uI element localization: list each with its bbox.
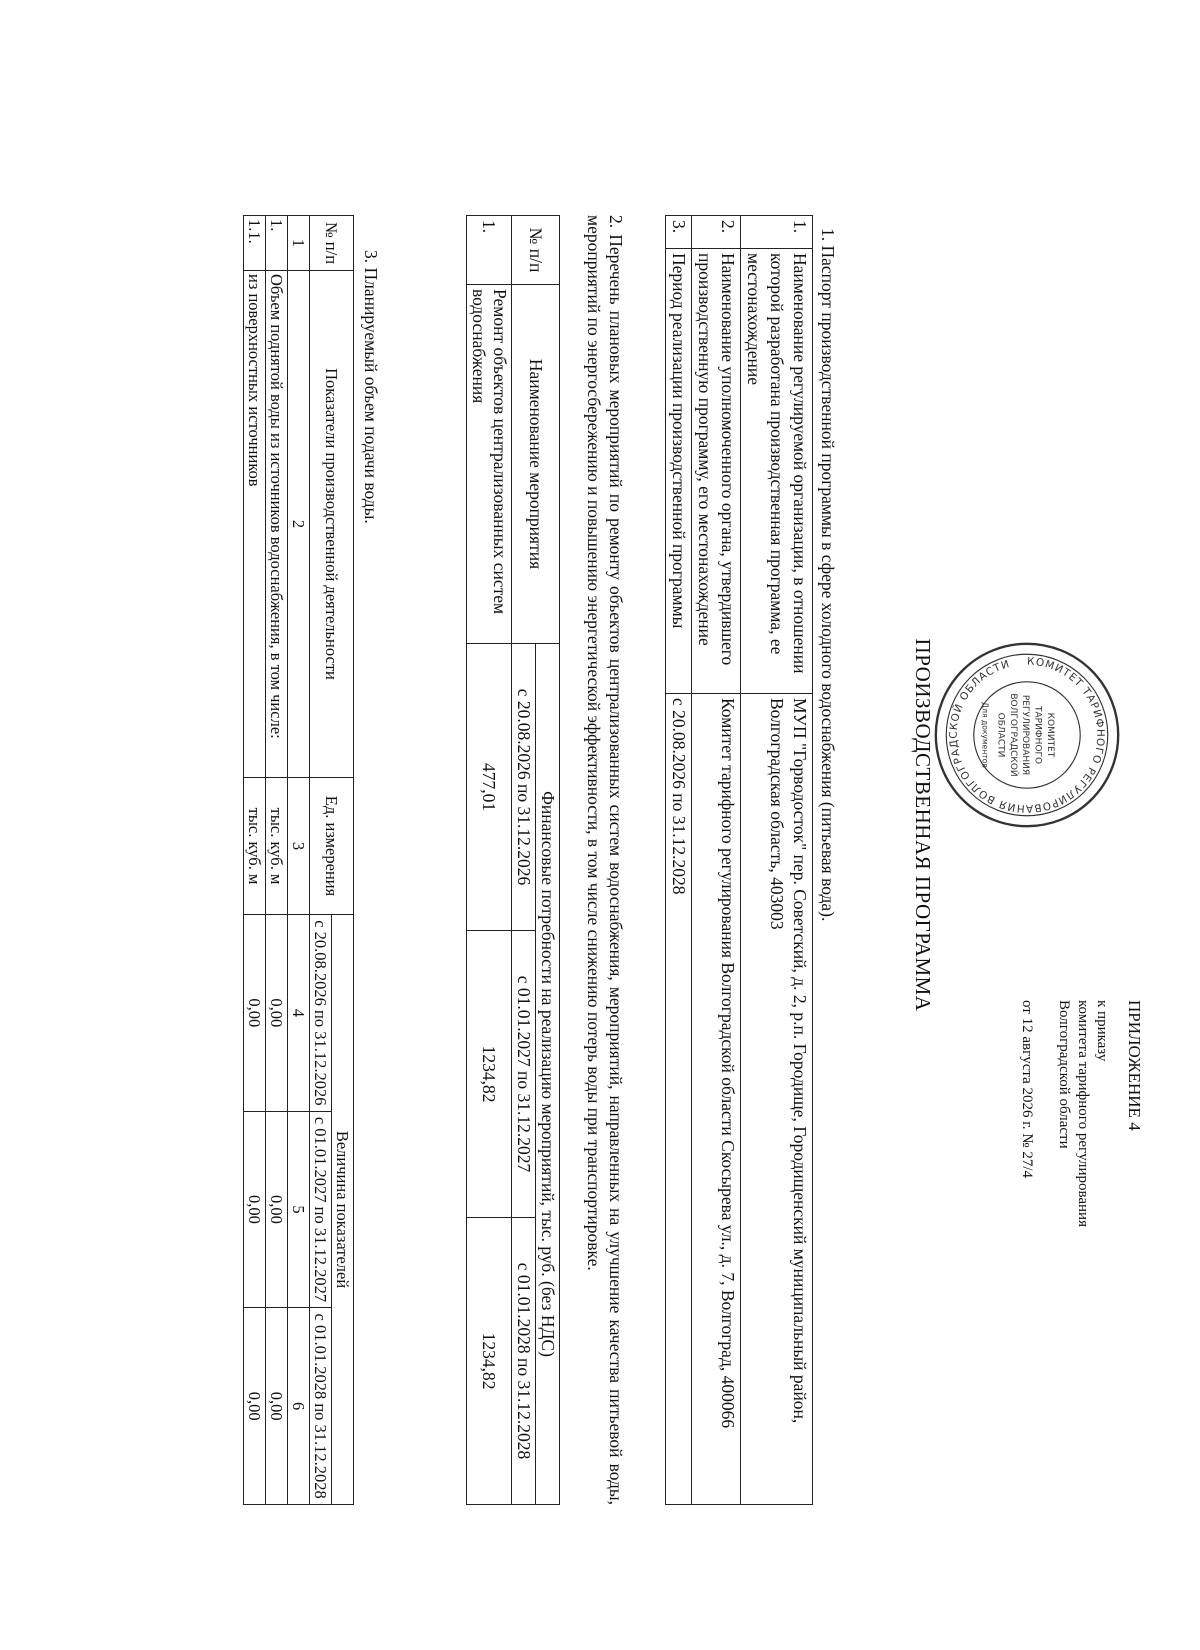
row-value: 1234,82 bbox=[467, 1218, 512, 1505]
passport-table bbox=[665, 215, 813, 1505]
table-row bbox=[244, 216, 266, 1505]
period-header: с 01.01.2028 по 31.12.2028 bbox=[512, 1218, 536, 1505]
index-cell: 5 bbox=[288, 1111, 310, 1308]
stamp-bottom-text: Для документов bbox=[980, 702, 990, 768]
row-value: 477,01 bbox=[467, 644, 512, 931]
row-label: Период реализации производственной программы bbox=[666, 249, 692, 694]
row-label: Наименование уполномоченного органа, утвердившего производственную программу, его местонахождение bbox=[692, 249, 741, 694]
table-row bbox=[692, 216, 741, 1505]
appendix-header bbox=[1017, 1000, 1144, 1400]
section2-text: 2. Перечень плановых мероприятий по ремонту объектов централизованных систем водоснабжения, мероприятий, направленных на улучшение качества питьевой воды, мероприятий по энергосбережению и повышению энергетической эффективности, в том числе снижению потерь воды при транспортировке. bbox=[584, 215, 626, 1505]
index-cell: 2 bbox=[288, 271, 310, 778]
index-cell: 1 bbox=[288, 216, 310, 271]
period-header: с 01.01.2027 по 31.12.2027 bbox=[310, 1111, 332, 1308]
row-number: 1. bbox=[741, 216, 813, 249]
row-name: из поверхностных источников bbox=[244, 271, 266, 778]
appendix-line-3: Волгоградской области bbox=[1056, 1000, 1072, 1149]
col-header-name: Показатели производственной деятельности bbox=[310, 271, 354, 778]
measures-table bbox=[466, 215, 560, 1505]
table-row bbox=[467, 216, 512, 1505]
period-header: с 01.01.2027 по 31.12.2027 bbox=[512, 931, 536, 1218]
section3-heading: 3. Планируемый объем подачи воды. bbox=[361, 250, 381, 524]
col-header-num: № п/п bbox=[512, 216, 560, 285]
row-number: 1. bbox=[266, 216, 288, 271]
col-header-values: Величина показателей bbox=[332, 915, 354, 1505]
row-number: 2. bbox=[692, 216, 741, 249]
row-name: Объем поднятой воды из источников водоснабжения, в том числе: bbox=[266, 271, 288, 778]
row-value: 0,00 bbox=[244, 915, 266, 1112]
section1-heading: 1. Паспорт производственной программы в сфере холодного водоснабжения (питьевая вода). bbox=[818, 228, 838, 922]
index-cell: 3 bbox=[288, 778, 310, 915]
row-value: 0,00 bbox=[266, 915, 288, 1112]
appendix-line-1: к приказу bbox=[1094, 1000, 1110, 1062]
period-header: с 20.08.2026 по 31.12.2026 bbox=[512, 644, 536, 931]
period-header: с 01.01.2028 по 31.12.2028 bbox=[310, 1308, 332, 1505]
table-index-row bbox=[288, 216, 310, 1505]
index-cell: 6 bbox=[288, 1308, 310, 1505]
row-label: Наименование регулируемой организации, в отношении которой разработана производственная программа, ее местонахождение bbox=[741, 249, 813, 694]
row-value: 0,00 bbox=[244, 1308, 266, 1505]
row-value: с 20.08.2026 по 31.12.2028 bbox=[666, 694, 692, 1505]
row-number: 3. bbox=[666, 216, 692, 249]
row-unit: тыс. куб. м bbox=[244, 778, 266, 915]
row-unit: тыс. куб. м bbox=[266, 778, 288, 915]
page-title: ПРОИЗВОДСТВЕННАЯ ПРОГРАММА bbox=[911, 638, 935, 1012]
water-volume-table bbox=[243, 215, 354, 1505]
table-header-row bbox=[536, 216, 560, 1505]
appendix-line-2: комитета тарифного регулирования bbox=[1075, 1000, 1091, 1227]
index-cell: 4 bbox=[288, 915, 310, 1112]
stamp-line: КОМИТЕТ bbox=[1044, 712, 1055, 758]
official-stamp-icon bbox=[932, 640, 1122, 830]
row-value: Комитет тарифного регулирования Волгоградской области Скосырева ул., д. 7, Волгоград, 400066 bbox=[692, 694, 741, 1505]
table-row bbox=[741, 216, 813, 1505]
table-header-row bbox=[332, 216, 354, 1505]
col-header-finance: Финансовые потребности на реализацию мероприятий, тыс. руб. (без НДС) bbox=[536, 644, 560, 1505]
row-value: МУП "Горводосток" пер. Советский, д. 2, р.п. Городище, Городищенский муниципальный район, Волгоградская область, 403003 bbox=[741, 694, 813, 1505]
table-row bbox=[266, 216, 288, 1505]
row-value: 0,00 bbox=[266, 1111, 288, 1308]
row-value: 0,00 bbox=[266, 1308, 288, 1505]
stamp-line: РЕГУЛИРОВАНИЯ bbox=[1020, 694, 1031, 776]
col-header-unit: Ед. измерения bbox=[310, 778, 354, 915]
row-number: 1.1. bbox=[244, 216, 266, 271]
col-header-num: № п/п bbox=[310, 216, 354, 271]
appendix-line-4: от 12 августа 2026 г. № 27/4 bbox=[1019, 1000, 1035, 1178]
row-value: 0,00 bbox=[244, 1111, 266, 1308]
stamp-line: ТАРИФНОГО bbox=[1032, 705, 1043, 765]
stamp-line: ОБЛАСТИ bbox=[995, 712, 1006, 758]
row-number: 1. bbox=[467, 216, 512, 285]
table-row bbox=[666, 216, 692, 1505]
appendix-title: ПРИЛОЖЕНИЕ 4 bbox=[1125, 1000, 1144, 1131]
row-name: Ремонт объектов централизованных систем водоснабжения bbox=[467, 285, 512, 644]
period-header: с 20.08.2026 по 31.12.2026 bbox=[310, 915, 332, 1112]
stamp-outer-text: КОМИТЕТ ТАРИФНОГО РЕГУЛИРОВАНИЯ ВОЛГОГРАДСКОЙ ОБЛАСТИ bbox=[947, 655, 1107, 815]
stamp-line: ВОЛГОГРАДСКОЙ bbox=[1007, 693, 1018, 777]
row-value: 1234,82 bbox=[467, 931, 512, 1218]
col-header-name: Наименование мероприятия bbox=[512, 285, 560, 644]
